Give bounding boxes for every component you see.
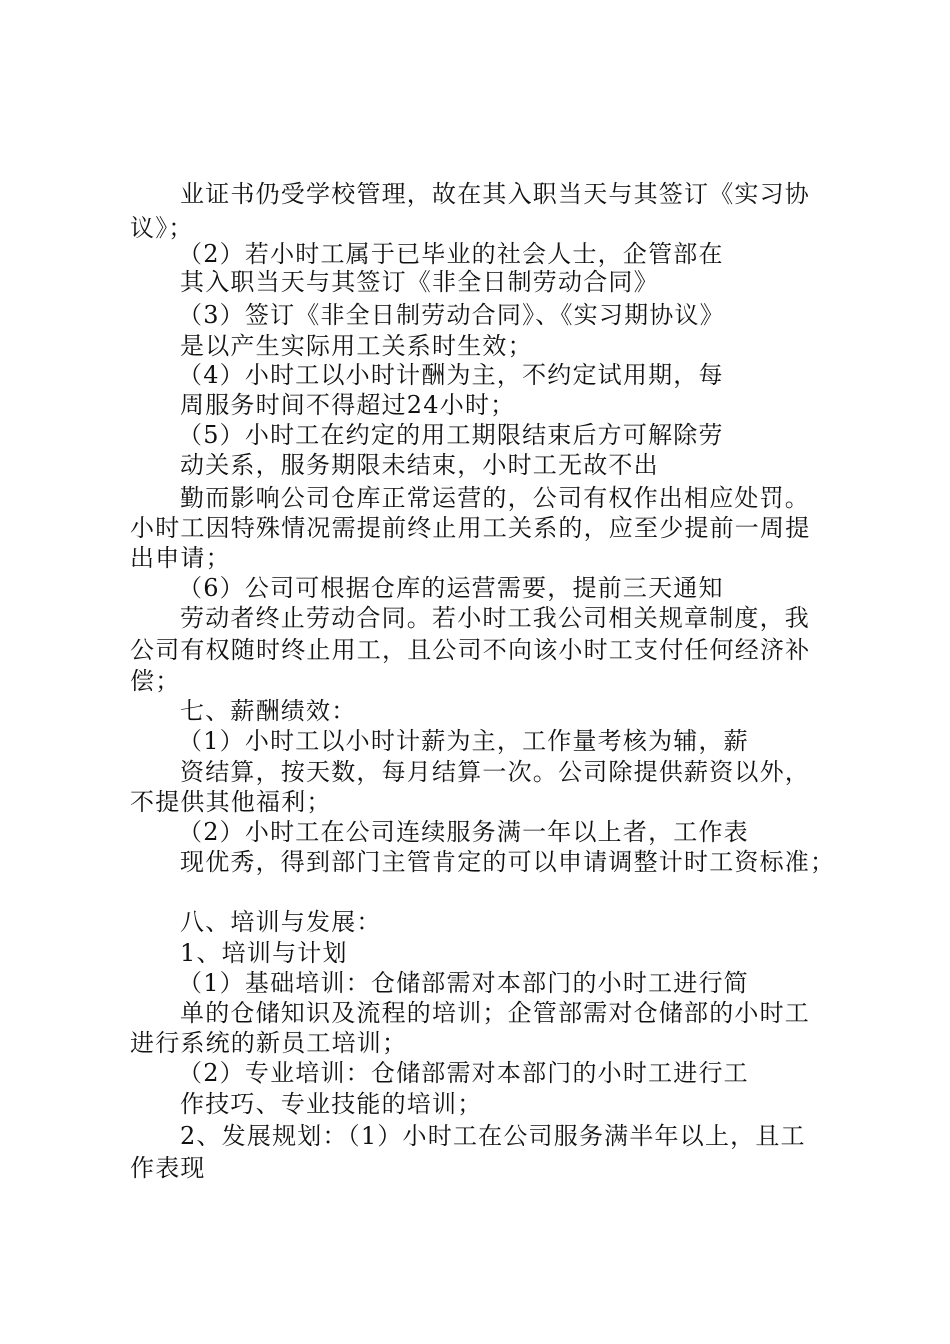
text-line: （6）公司可根据仓库的运营需要，提前三天通知	[178, 574, 724, 602]
text-line: （2）专业培训：仓储部需对本部门的小时工进行工	[178, 1059, 749, 1087]
subsection-heading: 1、培训与计划	[180, 939, 348, 967]
section-heading: 八、培训与发展：	[180, 908, 382, 936]
section-heading: 七、薪酬绩效：	[180, 697, 357, 725]
text-line: 单的仓储知识及流程的培训；企管部需对仓储部的小时工	[180, 999, 810, 1027]
text-line: 是以产生实际用工关系时生效；	[180, 332, 533, 360]
text-line: （1）小时工以小时计薪为主，工作量考核为辅，薪	[178, 727, 749, 755]
text-line: （5）小时工在约定的用工期限结束后方可解除劳	[178, 421, 724, 449]
text-line: （2）小时工在公司连续服务满一年以上者，工作表	[178, 818, 749, 846]
text-line: 业证书仍受学校管理，故在其入职当天与其签订《实习协	[180, 180, 810, 208]
text-line: 不提供其他福利；	[130, 788, 332, 816]
text-line: 劳动者终止劳动合同。若小时工我公司相关规章制度，我	[180, 604, 810, 632]
text-line: 出申请；	[130, 544, 231, 572]
text-line: 其入职当天与其签订《非全日制劳动合同》	[180, 268, 659, 296]
text-line: 公司有权随时终止用工，且公司不向该小时工支付任何经济补	[130, 636, 811, 664]
text-line: （2）若小时工属于已毕业的社会人士，企管部在	[178, 240, 724, 268]
text-line: 现优秀，得到部门主管肯定的可以申请调整计时工资标准；	[180, 848, 836, 876]
text-line: 勤而影响公司仓库正常运营的，公司有权作出相应处罚。	[180, 484, 810, 512]
text-line: 偿；	[130, 667, 181, 695]
text-line: 作表现	[130, 1154, 206, 1182]
text-line: 2、发展规划：（1）小时工在公司服务满半年以上，且工	[180, 1122, 806, 1150]
text-line: 周服务时间不得超过24小时；	[180, 391, 516, 419]
text-line: （1）基础培训：仓储部需对本部门的小时工进行简	[178, 969, 749, 997]
text-line: 动关系，服务期限未结束，小时工无故不出	[180, 451, 659, 479]
text-line: 资结算，按天数，每月结算一次。公司除提供薪资以外，	[180, 758, 810, 786]
text-line: 作技巧、专业技能的培训；	[180, 1090, 483, 1118]
text-line: （3）签订《非全日制劳动合同》、《实习期协议》	[178, 301, 725, 329]
text-line: 议》；	[130, 214, 194, 242]
text-line: 进行系统的新员工培训；	[130, 1029, 408, 1057]
text-line: 小时工因特殊情况需提前终止用工关系的，应至少提前一周提	[130, 514, 811, 542]
text-line: （4）小时工以小时计酬为主，不约定试用期，每	[178, 361, 724, 389]
